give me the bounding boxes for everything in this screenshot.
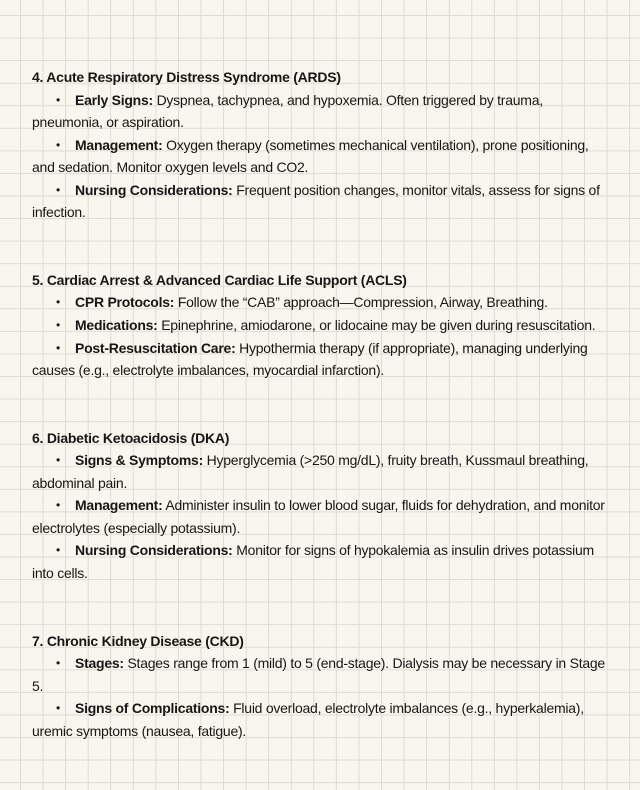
item-text: Hyperglycemia (>250 mg/dL), fruity breath, Kussmaul breathing, abdominal pain. xyxy=(32,452,589,491)
bullet-icon: • xyxy=(56,498,60,513)
list-item xyxy=(32,697,608,742)
list-item xyxy=(32,539,608,584)
section-dka xyxy=(32,427,608,585)
list-item xyxy=(32,652,608,697)
bullet-icon: • xyxy=(56,92,60,107)
item-label: Medications: xyxy=(75,317,158,334)
bullet-icon: • xyxy=(56,453,60,468)
notes-document xyxy=(32,66,608,788)
bullet-icon: • xyxy=(56,543,60,558)
section-acls xyxy=(32,269,608,382)
item-label: CPR Protocols: xyxy=(75,294,175,311)
section-ards xyxy=(32,66,608,224)
item-text: Follow the “CAB” approach—Compression, Airway, Breathing. xyxy=(177,294,548,311)
item-text: Oxygen therapy (sometimes mechanical ventilation), prone positioning, and sedation. Monitor oxygen levels and CO2. xyxy=(32,136,589,176)
item-label: Early Signs: xyxy=(75,91,153,108)
bullet-icon: • xyxy=(56,182,60,197)
section-title: 7. Chronic Kidney Disease (CKD) xyxy=(32,632,244,649)
item-label: Signs & Symptoms: xyxy=(75,452,203,469)
list-item xyxy=(32,314,608,337)
item-text: Hypothermia therapy (if appropriate), managing underlying causes (e.g., electrolyte imbalances, myocardial infarction). xyxy=(32,339,588,379)
bullet-icon: • xyxy=(56,295,60,310)
item-label: Management: xyxy=(75,136,163,153)
bullet-icon: • xyxy=(56,701,60,716)
list-item xyxy=(32,337,608,382)
bullet-icon: • xyxy=(56,318,60,333)
section-title: 5. Cardiac Arrest & Advanced Cardiac Life Support (ACLS) xyxy=(32,271,407,288)
list-item xyxy=(32,179,608,224)
item-label: Nursing Considerations: xyxy=(75,542,233,559)
item-label: Nursing Considerations: xyxy=(75,181,233,198)
item-label: Post-Resuscitation Care: xyxy=(75,339,236,356)
section-ckd xyxy=(32,630,608,743)
list-item xyxy=(32,291,608,314)
item-text: Fluid overload, electrolyte imbalances (e.g., hyperkalemia), uremic symptoms (nausea, fatigue). xyxy=(32,700,584,739)
bullet-icon: • xyxy=(56,656,60,671)
item-text: Stages range from 1 (mild) to 5 (end-stage). Dialysis may be necessary in Stage 5. xyxy=(32,655,605,694)
item-label: Stages: xyxy=(75,655,124,672)
list-item xyxy=(32,134,608,179)
section-title: 4. Acute Respiratory Distress Syndrome (ARDS) xyxy=(32,69,341,85)
section-title: 6. Diabetic Ketoacidosis (DKA) xyxy=(32,429,230,446)
list-item xyxy=(32,89,608,134)
list-item xyxy=(32,449,608,494)
item-text: Epinephrine, amiodarone, or lidocaine may be given during resuscitation. xyxy=(161,317,596,334)
item-label: Signs of Complications: xyxy=(75,700,230,717)
bullet-icon: • xyxy=(56,137,60,152)
item-text: Monitor for signs of hypokalemia as insulin drives potassium into cells. xyxy=(32,542,594,582)
item-text: Dyspnea, tachypnea, and hypoxemia. Often triggered by trauma, pneumonia, or aspiration. xyxy=(32,91,543,131)
item-text: Administer insulin to lower blood sugar, fluids for dehydration, and monitor electrolytes (especially potassium). xyxy=(32,497,605,536)
bullet-icon: • xyxy=(56,340,60,355)
item-label: Management: xyxy=(75,497,163,514)
list-item xyxy=(32,494,608,539)
item-text: Frequent position changes, monitor vitals, assess for signs of infection. xyxy=(32,181,600,221)
